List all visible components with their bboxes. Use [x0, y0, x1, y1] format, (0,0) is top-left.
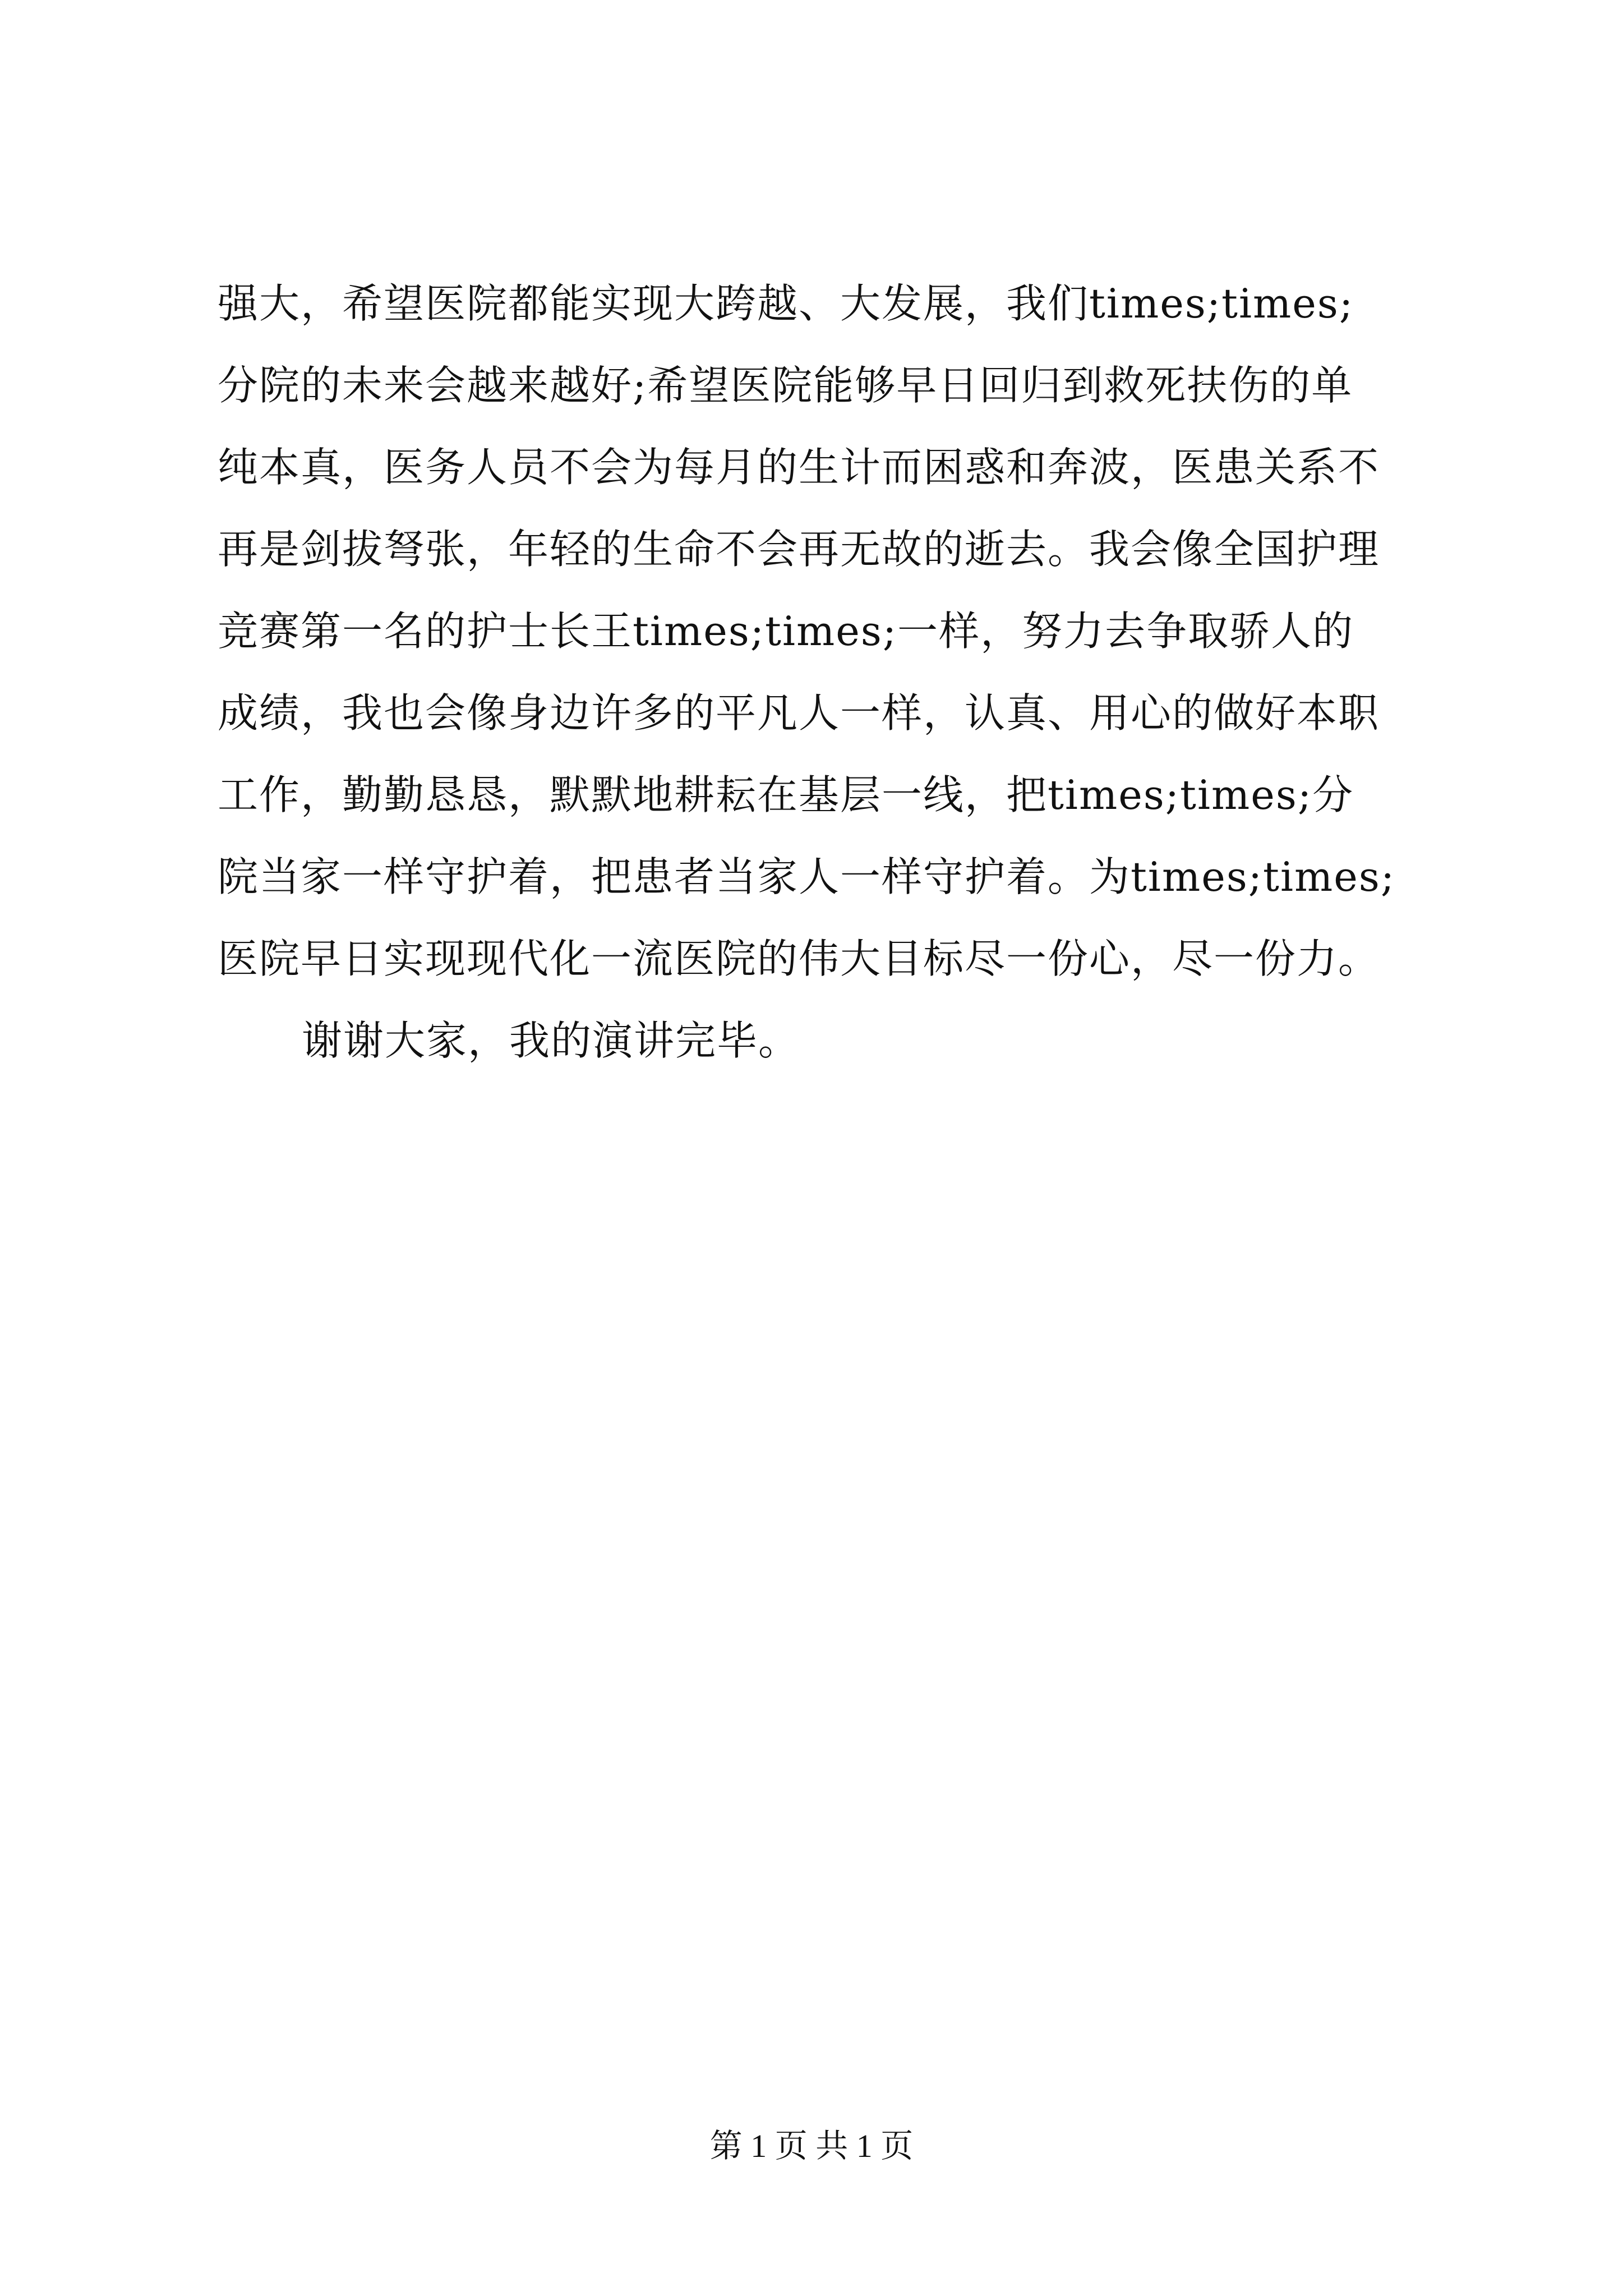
- paragraph-line-2: 分院的未来会越来越好;希望医院能够早日回归到救死扶伤的单: [218, 362, 1353, 409]
- paragraph-line-7: 工作，勤勤恳恳，默默地耕耘在基层一线，把times;times;分: [218, 771, 1354, 818]
- paragraph-line-3: 纯本真，医务人员不会为每月的生计而困惑和奔波，医患关系不: [218, 444, 1380, 491]
- paragraph-line-6: 成绩，我也会像身边许多的平凡人一样，认真、用心的做好本职: [218, 689, 1380, 737]
- paragraph-line-1: 强大，希望医院都能实现大跨越、大发展，我们times;times;: [218, 280, 1354, 327]
- closing-line: 谢谢大家，我的演讲完毕。: [302, 1017, 800, 1064]
- paragraph-line-9: 医院早日实现现代化一流医院的伟大目标尽一份心，尽一份力。: [218, 935, 1380, 982]
- page-number-footer: 第 1 页 共 1 页: [709, 2128, 914, 2164]
- paragraph-line-5: 竞赛第一名的护士长王times;times;一样，努力去争取骄人的: [218, 608, 1354, 655]
- body-text: [218, 263, 1440, 1082]
- paragraph-line-4: 再是剑拔弩张，年轻的生命不会再无故的逝去。我会像全国护理: [218, 526, 1380, 573]
- paragraph-line-8: 院当家一样守护着，把患者当家人一样守护着。为times;times;: [218, 853, 1396, 900]
